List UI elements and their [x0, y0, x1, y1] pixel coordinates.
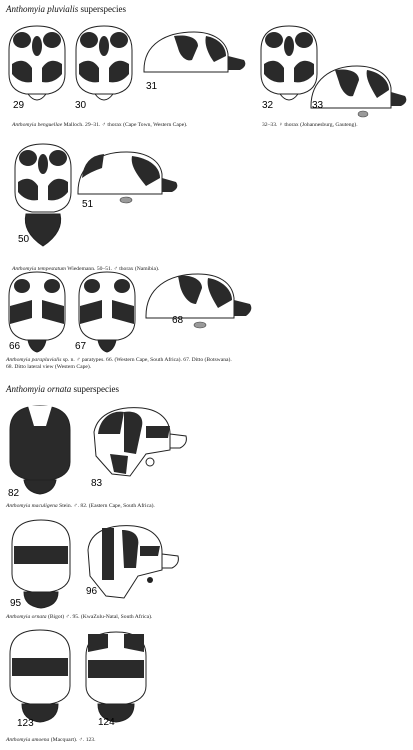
caption-text: (Macquart). ♂. 123.	[49, 737, 96, 743]
figure-96-thorax-lateral	[78, 520, 182, 612]
figure-68-thorax-lateral	[142, 270, 258, 332]
figure-number: 124	[98, 717, 115, 728]
figure-number: 83	[91, 478, 103, 489]
caption-benguellae	[12, 122, 187, 129]
figure-number: 96	[86, 586, 98, 597]
figure-51-thorax-lateral	[74, 148, 182, 206]
figure-number: 66	[9, 341, 21, 352]
figure-95-thorax-dorsal	[8, 518, 74, 610]
figure-31-thorax-lateral	[140, 30, 250, 80]
figure-number: 82	[8, 488, 20, 499]
caption-parapluvialis-line2: 68. Ditto lateral view (Western Cape).	[6, 364, 92, 370]
heading-species: Anthomyia pluvialis	[6, 4, 79, 14]
caption-parapluvialis	[6, 357, 232, 364]
figure-number: 31	[146, 81, 158, 92]
figure-30-thorax-dorsal	[73, 24, 135, 104]
caption-text: Malloch. 29–31. ♂ thorax (Cape Town, Western Cape).	[62, 122, 188, 128]
heading-species: Anthomyia ornata	[6, 384, 72, 394]
figure-number: 29	[13, 100, 25, 111]
figure-number: 50	[18, 234, 30, 245]
section-heading-ornata	[6, 384, 119, 394]
figure-124-thorax-dorsal	[82, 630, 150, 724]
section-heading-pluvialis	[6, 4, 126, 14]
caption-amoena	[6, 737, 95, 744]
heading-suffix: superspecies	[73, 384, 119, 394]
figure-number: 51	[82, 199, 94, 210]
caption-ornata	[6, 614, 152, 621]
caption-maculigena	[6, 503, 155, 510]
caption-species: Anthomyia amoena	[6, 737, 50, 743]
figure-82-thorax-dorsal	[6, 404, 74, 496]
caption-figs-32-33: 32–33. ♀ thorax (Johannesburg, Gauteng).	[262, 122, 358, 128]
figure-number: 33	[312, 100, 324, 111]
figure-number: 32	[262, 100, 274, 111]
figure-number: 68	[172, 315, 184, 326]
caption-species: Anthomyia maculigena	[6, 503, 58, 509]
caption-species: Anthomyia tempestatum	[12, 266, 66, 272]
caption-text: (Bigot) ♂. 95. (KwaZulu-Natal, South Africa).	[46, 614, 153, 620]
heading-suffix: superspecies	[80, 4, 126, 14]
figure-123-thorax-dorsal	[6, 628, 74, 724]
figure-number: 30	[75, 100, 87, 111]
caption-text: Wiedemann. 50–51. ♂ thorax (Namibia).	[65, 266, 160, 272]
caption-text: sp. n. ♂ paratypes. 66. (Western Cape, South Africa). 67. Ditto (Botswana).	[61, 357, 232, 363]
figure-number: 95	[10, 598, 22, 609]
caption-species: Anthomyia parapluvialis	[6, 357, 62, 363]
caption-species: Anthomyia benguellae	[12, 122, 63, 128]
caption-species: Anthomyia ornata	[6, 614, 47, 620]
caption-text: Stein. ♂. 82. (Eastern Cape, South Africa).	[57, 503, 155, 509]
figure-number: 67	[75, 341, 87, 352]
figure-29-thorax-dorsal	[6, 24, 68, 104]
figure-number: 123	[17, 718, 34, 729]
